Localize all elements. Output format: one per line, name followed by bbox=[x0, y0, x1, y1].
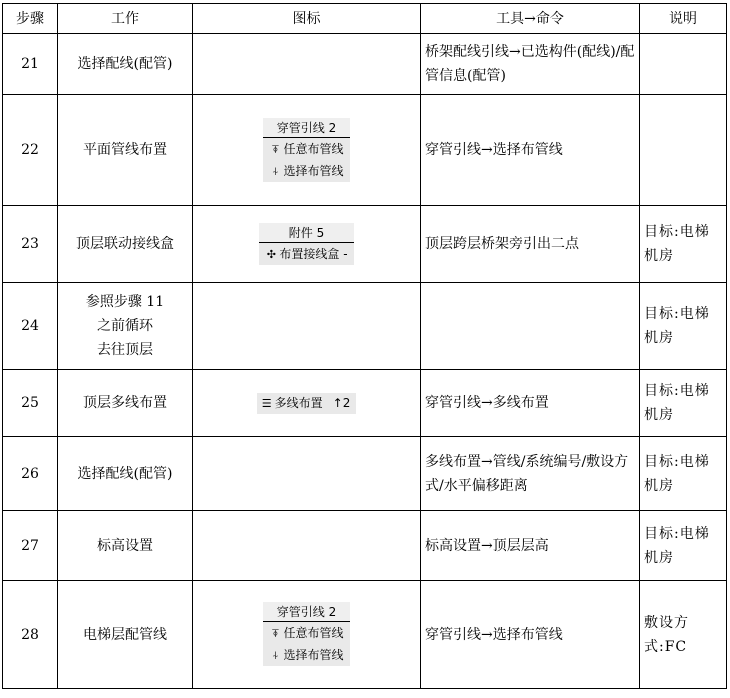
header-tool: 工具→命令 bbox=[421, 4, 640, 34]
panel-title: 穿管引线 2 bbox=[263, 118, 349, 138]
icon-cell bbox=[193, 206, 421, 283]
work-cell bbox=[58, 511, 193, 581]
work-text: 参照步骤 11 bbox=[85, 294, 165, 310]
step-number: 22 bbox=[3, 95, 58, 206]
step-number: 26 bbox=[3, 437, 58, 511]
note-cell bbox=[640, 511, 727, 581]
note-text: 敷设方式:FC bbox=[644, 614, 689, 655]
tool-command bbox=[421, 283, 640, 370]
work-cell bbox=[58, 370, 193, 437]
note-cell bbox=[640, 95, 727, 206]
step-number: 23 bbox=[3, 206, 58, 283]
tool-command: 标高设置→顶层层高 bbox=[421, 511, 640, 581]
table-row bbox=[3, 581, 727, 689]
accessory-panel bbox=[259, 223, 353, 265]
step-number: 27 bbox=[3, 511, 58, 581]
work-cell bbox=[58, 34, 193, 95]
junction-box-icon: ✣ bbox=[266, 247, 277, 261]
table-row bbox=[3, 95, 727, 206]
icon-cell bbox=[193, 437, 421, 511]
table-row bbox=[3, 511, 727, 581]
icon-cell bbox=[193, 34, 421, 95]
tool-command: 穿管引线→选择布管线 bbox=[421, 95, 640, 206]
select-route-button[interactable] bbox=[263, 644, 349, 666]
any-route-label: 任意布管线 bbox=[283, 626, 344, 640]
work-cell bbox=[58, 95, 193, 206]
table-row bbox=[3, 437, 727, 511]
header-row bbox=[3, 4, 727, 34]
icon-cell bbox=[193, 283, 421, 370]
header-step: 步骤 bbox=[3, 4, 58, 34]
icon-cell bbox=[193, 511, 421, 581]
multi-line-label: 多线布置 bbox=[274, 396, 323, 410]
header-icon: 图标 bbox=[193, 4, 421, 34]
any-route-icon: ⍕ bbox=[272, 627, 279, 640]
pipe-lead-panel bbox=[263, 118, 349, 182]
work-text: 选择配线(配管) bbox=[77, 56, 173, 72]
panel-title: 穿管引线 2 bbox=[263, 602, 349, 622]
work-text: 之前循环 bbox=[97, 318, 153, 334]
junction-box-label: 布置接线盒 bbox=[279, 246, 340, 261]
table-row bbox=[3, 206, 727, 283]
note-text: 目标:电梯机房 bbox=[644, 383, 710, 423]
tool-command: 多线布置→管线/系统编号/敷设方式/水平偏移距离 bbox=[421, 437, 640, 511]
work-text: 顶层联动接线盒 bbox=[76, 236, 174, 252]
multi-line-button[interactable] bbox=[257, 393, 357, 414]
note-cell bbox=[640, 34, 727, 95]
select-route-icon: ⍭ bbox=[272, 164, 279, 178]
select-route-button[interactable] bbox=[263, 160, 349, 182]
step-number: 25 bbox=[3, 370, 58, 437]
junction-box-button[interactable] bbox=[259, 243, 353, 265]
note-text: 目标:电梯机房 bbox=[644, 306, 710, 346]
work-text: 平面管线布置 bbox=[83, 142, 167, 158]
step-number: 24 bbox=[3, 283, 58, 370]
any-route-button[interactable] bbox=[263, 138, 349, 160]
step-number: 21 bbox=[3, 34, 58, 95]
table-row bbox=[3, 283, 727, 370]
work-text: 去往顶层 bbox=[97, 342, 153, 358]
icon-cell bbox=[193, 95, 421, 206]
select-route-icon: ⍭ bbox=[272, 649, 279, 662]
panel-title: 附件 5 bbox=[259, 223, 353, 243]
multi-line-count: ↑2 bbox=[332, 396, 351, 410]
header-note: 说明 bbox=[640, 4, 727, 34]
note-text: 目标:电梯机房 bbox=[644, 525, 710, 566]
note-cell bbox=[640, 283, 727, 370]
note-cell bbox=[640, 370, 727, 437]
work-cell bbox=[58, 581, 193, 689]
pipe-lead-panel bbox=[263, 602, 349, 666]
work-cell bbox=[58, 437, 193, 511]
any-route-label: 任意布管线 bbox=[283, 141, 344, 156]
select-route-label: 选择布管线 bbox=[283, 163, 344, 178]
note-cell bbox=[640, 437, 727, 511]
header-work: 工作 bbox=[58, 4, 193, 34]
panel-dash: - bbox=[343, 246, 348, 261]
select-route-label: 选择布管线 bbox=[283, 648, 344, 662]
tool-command: 顶层跨层桥架旁引出二点 bbox=[421, 206, 640, 283]
note-cell bbox=[640, 206, 727, 283]
work-text: 电梯层配管线 bbox=[83, 626, 167, 643]
work-text: 选择配线(配管) bbox=[77, 465, 173, 482]
note-text: 目标:电梯机房 bbox=[644, 453, 710, 494]
icon-cell bbox=[193, 581, 421, 689]
note-cell bbox=[640, 581, 727, 689]
work-cell bbox=[58, 283, 193, 370]
tool-command: 穿管引线→选择布管线 bbox=[421, 581, 640, 689]
note-text: 目标:电梯机房 bbox=[644, 224, 710, 264]
tool-command: 桥架配线引线→已选构件(配线)/配管信息(配管) bbox=[421, 34, 640, 95]
work-text: 顶层多线布置 bbox=[83, 395, 167, 411]
table-row bbox=[3, 34, 727, 95]
icon-cell bbox=[193, 370, 421, 437]
any-route-icon: ⍕ bbox=[272, 142, 279, 156]
steps-table bbox=[2, 3, 727, 689]
any-route-button[interactable] bbox=[263, 622, 349, 644]
multi-line-icon: ☰ bbox=[261, 397, 272, 410]
work-cell bbox=[58, 206, 193, 283]
tool-command: 穿管引线→多线布置 bbox=[421, 370, 640, 437]
table-row bbox=[3, 370, 727, 437]
step-number: 28 bbox=[3, 581, 58, 689]
work-text: 标高设置 bbox=[97, 537, 153, 554]
